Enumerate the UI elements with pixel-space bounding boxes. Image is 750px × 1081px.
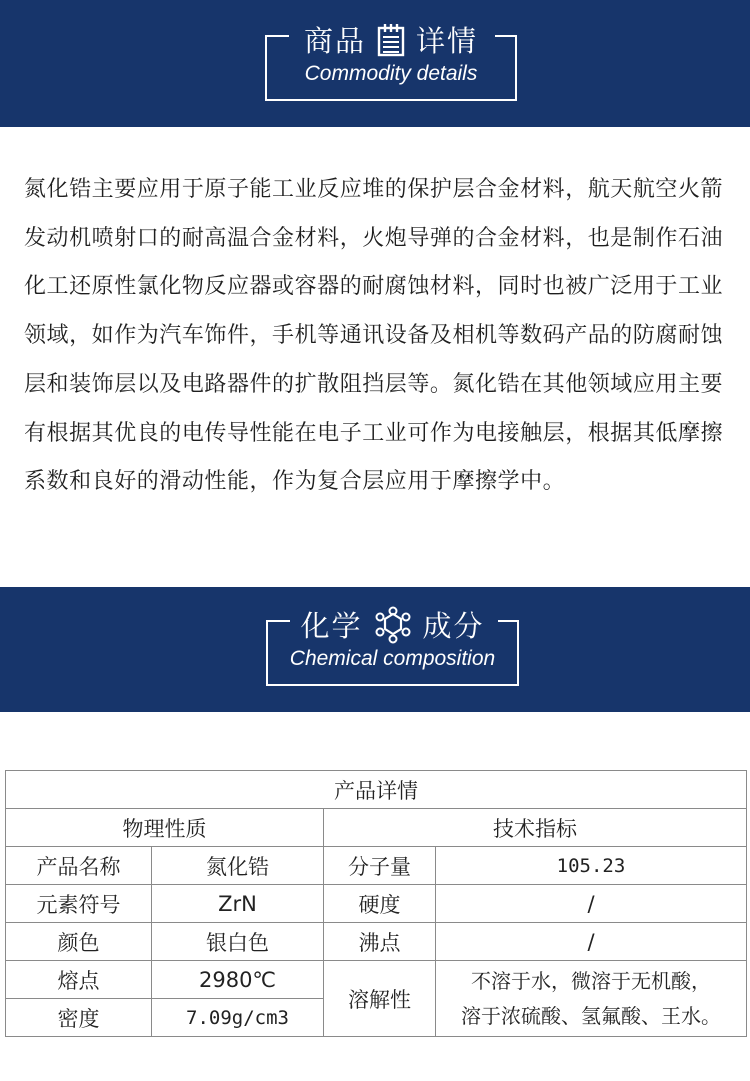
solubility-line: 溶于浓硫酸、氢氟酸、王水。 [461,1003,721,1028]
table-row [6,923,747,961]
cell-value: 2980℃ [152,961,324,999]
product-spec-table [5,770,747,1037]
header-banner-chemical [0,587,750,712]
table-row [6,847,747,885]
table-row [6,961,747,999]
cell-value: ZrN [152,885,324,923]
title-frame [266,609,519,686]
section-subtitle: Commodity details [304,62,478,85]
molecule-icon [373,606,413,651]
table-header-row [6,809,747,847]
table-caption-row [6,771,747,809]
title-right: 详情 [416,24,479,58]
title-left: 商品 [303,24,366,58]
section-subtitle: Chemical composition [289,647,496,670]
header-banner-commodity [0,0,750,127]
cell-key: 硬度 [324,885,436,923]
notepad-icon [376,23,406,64]
section-title [268,604,517,651]
title-left: 化学 [300,609,363,643]
header-physical: 物理性质 [6,809,324,847]
cell-key: 元素符号 [6,885,152,923]
cell-key: 密度 [6,999,152,1037]
table-caption: 产品详情 [6,771,747,809]
cell-value: 氮化锆 [152,847,324,885]
product-description: 氮化锆主要应用于原子能工业反应堆的保护层合金材料，航天航空火箭发动机喷射口的耐高温合金材料，火炮导弹的合金材料，也是制作石油化工还原性氯化物反应器或容器的耐腐蚀材料，同时也被广泛用于工业领域，如作为汽车饰件，手机等通讯设备及相机等数码产品的防腐耐蚀层和装饰层以及电路器件的扩散阻挡层等。氮化锆在其他领域应用主要有根据其优良的电传导性能在电子工业可作为电接触层，根据其低摩擦系数和良好的滑动性能，作为复合层应用于摩擦学中。 [24,177,724,495]
cell-value: / [436,885,747,923]
table-row [6,885,747,923]
cell-value: 105.23 [436,847,747,885]
cell-key: 溶解性 [324,961,436,1037]
cell-value: 银白色 [152,923,324,961]
cell-value: / [436,923,747,961]
cell-key: 颜色 [6,923,152,961]
title-right: 成分 [422,609,485,643]
cell-key: 沸点 [324,923,436,961]
solubility-line: 不溶于水，微溶于无机酸， [471,968,711,993]
header-technical: 技术指标 [324,809,747,847]
cell-key: 熔点 [6,961,152,999]
cell-key: 分子量 [324,847,436,885]
cell-key: 产品名称 [6,847,152,885]
section-title [267,19,515,64]
cell-value: 7.09g/cm3 [152,999,324,1037]
title-frame [265,24,517,101]
cell-value-solubility [436,961,747,1037]
